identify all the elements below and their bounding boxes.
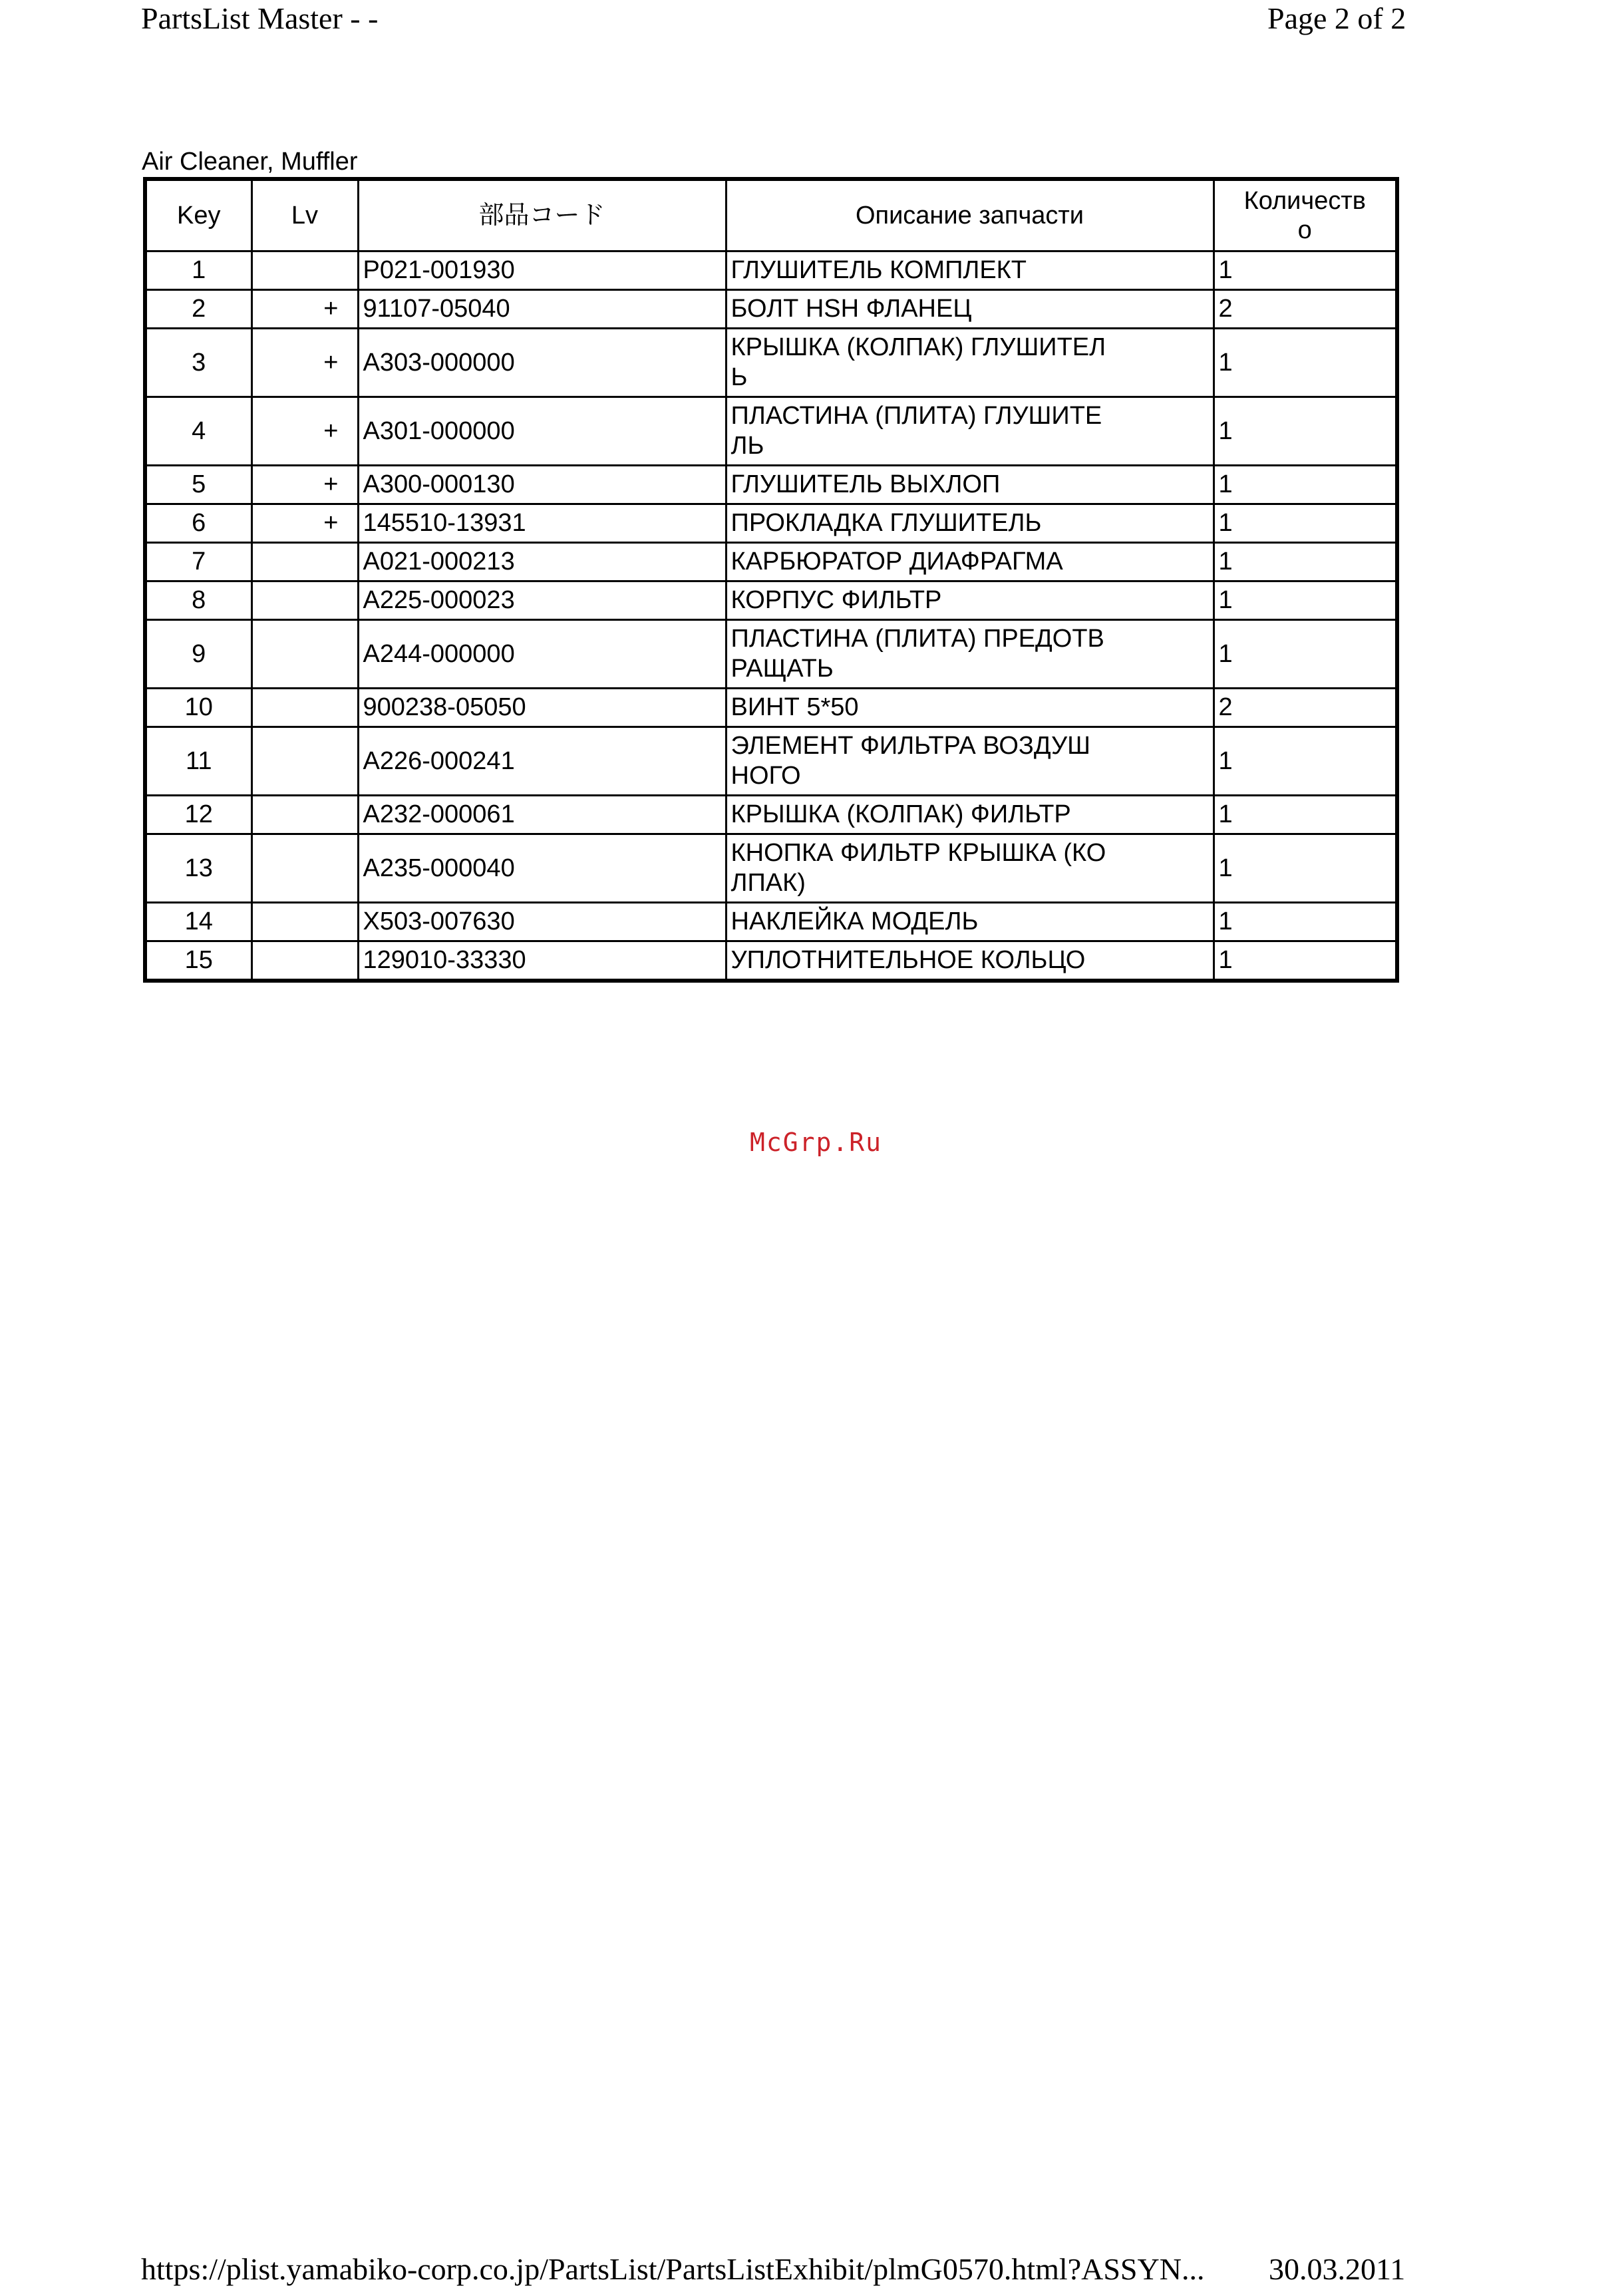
cell-key: 10 <box>145 689 251 727</box>
cell-part-code: A225-000023 <box>358 581 726 620</box>
cell-level <box>251 251 358 290</box>
cell-key: 5 <box>145 466 251 504</box>
cell-description: ПРОКЛАДКА ГЛУШИТЕЛЬ <box>726 504 1214 543</box>
cell-key: 15 <box>145 941 251 981</box>
cell-quantity: 1 <box>1214 620 1397 689</box>
table-row <box>145 941 1397 981</box>
cell-part-code: A301-000000 <box>358 397 726 466</box>
cell-part-code: 91107-05040 <box>358 290 726 329</box>
table-row <box>145 620 1397 689</box>
cell-part-code: A021-000213 <box>358 543 726 581</box>
cell-level <box>251 834 358 903</box>
cell-level <box>251 543 358 581</box>
cell-level <box>251 796 358 834</box>
cell-description: КНОПКА ФИЛЬТР КРЫШКА (КО ЛПАК) <box>726 834 1214 903</box>
cell-key: 13 <box>145 834 251 903</box>
cell-quantity: 1 <box>1214 329 1397 397</box>
table-row <box>145 543 1397 581</box>
cell-description: ВИНТ 5*50 <box>726 689 1214 727</box>
cell-quantity: 2 <box>1214 290 1397 329</box>
cell-description: ПЛАСТИНА (ПЛИТА) ГЛУШИТЕ ЛЬ <box>726 397 1214 466</box>
cell-key: 7 <box>145 543 251 581</box>
cell-description: ПЛАСТИНА (ПЛИТА) ПРЕДОТВ РАЩАТЬ <box>726 620 1214 689</box>
cell-key: 11 <box>145 727 251 796</box>
cell-description: КРЫШКА (КОЛПАК) ГЛУШИТЕЛ Ь <box>726 329 1214 397</box>
cell-level <box>251 581 358 620</box>
cell-level <box>251 941 358 981</box>
cell-level: + <box>251 466 358 504</box>
cell-part-code: 145510-13931 <box>358 504 726 543</box>
table-row <box>145 834 1397 903</box>
table-row <box>145 796 1397 834</box>
table-row <box>145 689 1397 727</box>
cell-part-code: A244-000000 <box>358 620 726 689</box>
footer-date: 30.03.2011 <box>1269 2252 1406 2286</box>
table-row <box>145 329 1397 397</box>
cell-quantity: 1 <box>1214 466 1397 504</box>
cell-description: КОРПУС ФИЛЬТР <box>726 581 1214 620</box>
cell-part-code: 900238-05050 <box>358 689 726 727</box>
column-header-part-code: 部品コード <box>358 179 726 251</box>
cell-level <box>251 689 358 727</box>
cell-key: 2 <box>145 290 251 329</box>
cell-quantity: 1 <box>1214 397 1397 466</box>
table-row <box>145 504 1397 543</box>
cell-description: БОЛТ HSH ФЛАНЕЦ <box>726 290 1214 329</box>
cell-description: НАКЛЕЙКА МОДЕЛЬ <box>726 903 1214 941</box>
cell-description: ГЛУШИТЕЛЬ КОМПЛЕКТ <box>726 251 1214 290</box>
cell-key: 14 <box>145 903 251 941</box>
cell-part-code: P021-001930 <box>358 251 726 290</box>
cell-part-code: X503-007630 <box>358 903 726 941</box>
cell-quantity: 1 <box>1214 581 1397 620</box>
cell-level: + <box>251 504 358 543</box>
column-header-lv: Lv <box>251 179 358 251</box>
table-row <box>145 581 1397 620</box>
cell-key: 8 <box>145 581 251 620</box>
table-row <box>145 290 1397 329</box>
cell-quantity: 1 <box>1214 903 1397 941</box>
document-title: PartsList Master - - <box>141 1 379 35</box>
cell-description: ЭЛЕМЕНТ ФИЛЬТРА ВОЗДУШ НОГО <box>726 727 1214 796</box>
parts-table <box>143 177 1399 983</box>
table-row <box>145 397 1397 466</box>
cell-description: КРЫШКА (КОЛПАК) ФИЛЬТР <box>726 796 1214 834</box>
cell-quantity: 1 <box>1214 504 1397 543</box>
cell-part-code: 129010-33330 <box>358 941 726 981</box>
cell-part-code: A235-000040 <box>358 834 726 903</box>
cell-description: КАРБЮРАТОР ДИАФРАГМА <box>726 543 1214 581</box>
cell-quantity: 1 <box>1214 834 1397 903</box>
footer-url: https://plist.yamabiko-corp.co.jp/PartsList/PartsListExhibit/plmG0570.html?ASSYN... <box>141 2252 1205 2286</box>
cell-part-code: A226-000241 <box>358 727 726 796</box>
cell-level: + <box>251 329 358 397</box>
cell-quantity: 1 <box>1214 796 1397 834</box>
cell-description: ГЛУШИТЕЛЬ ВЫХЛОП <box>726 466 1214 504</box>
watermark: McGrp.Ru <box>750 1128 883 1157</box>
table-row <box>145 466 1397 504</box>
cell-key: 1 <box>145 251 251 290</box>
cell-level: + <box>251 397 358 466</box>
cell-level: + <box>251 290 358 329</box>
section-title: Air Cleaner, Muffler <box>142 148 358 176</box>
cell-quantity: 1 <box>1214 941 1397 981</box>
cell-quantity: 1 <box>1214 727 1397 796</box>
cell-part-code: A300-000130 <box>358 466 726 504</box>
table-row <box>145 727 1397 796</box>
table-header-row <box>145 179 1397 251</box>
cell-quantity: 1 <box>1214 251 1397 290</box>
cell-key: 3 <box>145 329 251 397</box>
cell-key: 12 <box>145 796 251 834</box>
cell-quantity: 2 <box>1214 689 1397 727</box>
table-row <box>145 903 1397 941</box>
column-header-description: Описание запчасти <box>726 179 1214 251</box>
cell-level <box>251 727 358 796</box>
cell-level <box>251 903 358 941</box>
cell-part-code: A303-000000 <box>358 329 726 397</box>
page-number: Page 2 of 2 <box>1267 1 1406 35</box>
table-row <box>145 251 1397 290</box>
cell-part-code: A232-000061 <box>358 796 726 834</box>
cell-quantity: 1 <box>1214 543 1397 581</box>
cell-level <box>251 620 358 689</box>
cell-key: 4 <box>145 397 251 466</box>
cell-key: 9 <box>145 620 251 689</box>
column-header-quantity: Количеств о <box>1214 179 1397 251</box>
cell-key: 6 <box>145 504 251 543</box>
column-header-key: Key <box>145 179 251 251</box>
cell-description: УПЛОТНИТЕЛЬНОЕ КОЛЬЦО <box>726 941 1214 981</box>
